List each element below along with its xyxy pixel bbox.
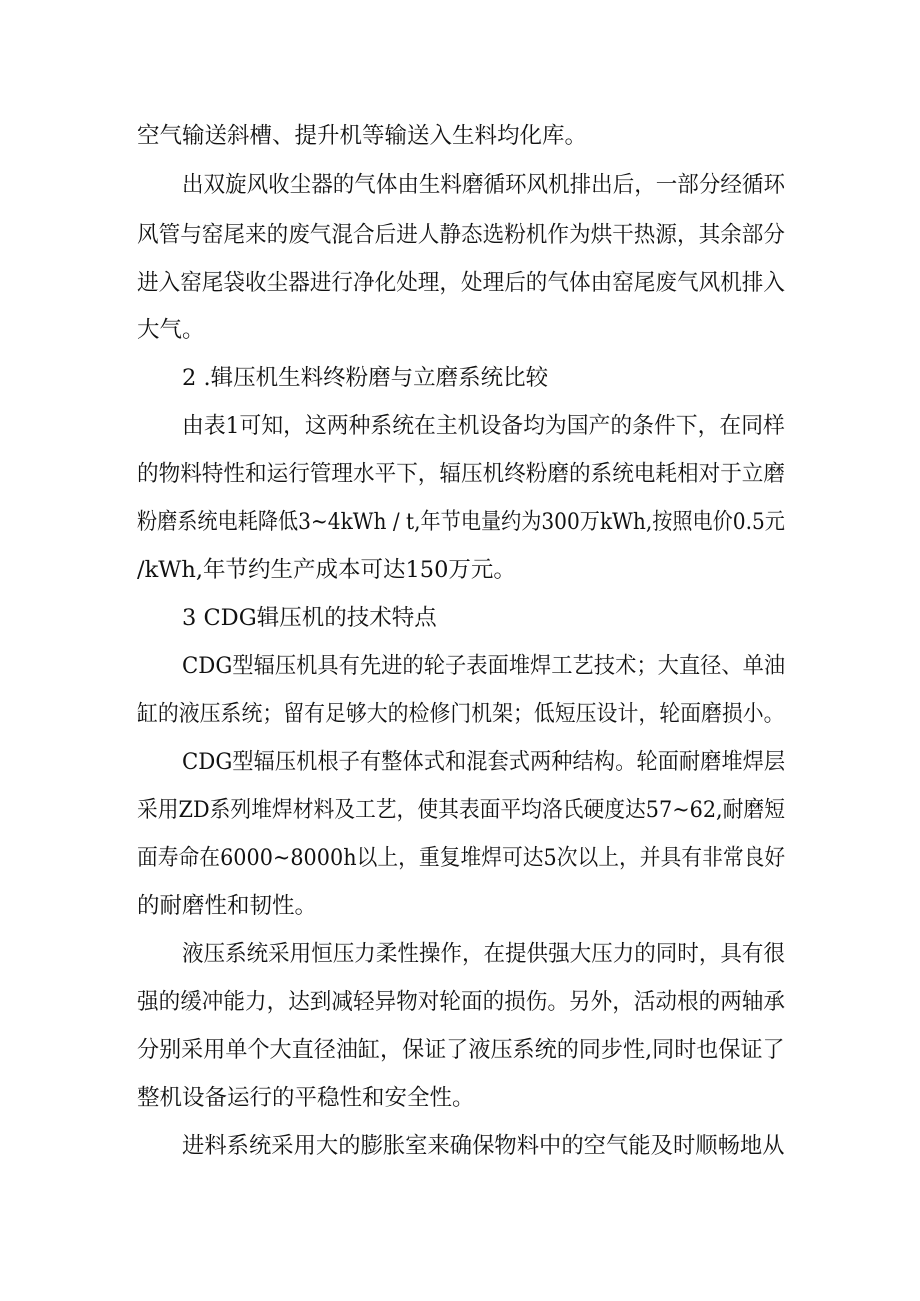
paragraph-line: 液压系统采用恒压力柔性操作，在提供强大压力的同时，具有很	[182, 941, 785, 967]
paragraph-line: CDG型辐压机根子有整体式和混套式两种结构。轮面耐磨堆焊层	[182, 749, 786, 775]
paragraph-line: 的耐磨性和韧性。	[137, 893, 318, 919]
paragraph-line: 风管与窑尾来的废气混合后进人静态选粉机作为烘干热源，其余部分	[137, 222, 786, 248]
paragraph-line: 出双旋风收尘器的气体由生料磨循环风机排出后，一部分经循环	[182, 172, 785, 198]
paragraph-line: CDG型辐压机具有先进的轮子表面堆焊工艺技术；大直径、单油	[182, 653, 786, 679]
paragraph-line: 缸的液压系统；留有足够大的检修门机架；低短压设计，轮面磨损小。	[137, 701, 785, 727]
paragraph-line: 采用ZD系列堆焊材料及工艺，使其表面平均洛氏硬度达57~62,耐磨短	[137, 797, 785, 823]
paragraph-line: 由表1可知，这两种系统在主机设备均为国产的条件下，在同样	[182, 413, 785, 439]
paragraph-line: 分别采用单个大直径油缸，保证了液压系统的同步性,同时也保证了	[137, 1037, 785, 1063]
paragraph-line: 大气。	[137, 317, 205, 343]
paragraph-line: 整机设备运行的平稳性和安全性。	[137, 1085, 475, 1111]
paragraph-line: 的物料特性和运行管理水平下，辐压机终粉磨的系统电耗相对于立磨	[137, 461, 786, 487]
section-heading: 3 CDG辑压机的技术特点	[182, 605, 437, 631]
paragraph-line: 进料系统采用大的膨胀室来确保物料中的空气能及时顺畅地从	[182, 1133, 785, 1159]
paragraph-line: 强的缓冲能力，达到减轻异物对轮面的损伤。另外，活动根的两轴承	[137, 989, 786, 1015]
paragraph-line: /kWh,年节约生产成本可达150万元。	[137, 557, 516, 583]
paragraph-line: 进入窑尾袋收尘器进行净化处理，处理后的气体由窑尾废气风机排入	[137, 270, 786, 296]
paragraph-line: 粉磨系统电耗降低3~4kWh / t,年节电量约为300万kWh,按照电价0.5元	[137, 509, 785, 535]
paragraph-line: 空气输送斜槽、提升机等输送入生料均化库。	[137, 123, 588, 149]
section-heading: 2 .辑压机生料终粉磨与立磨系统比较	[182, 365, 549, 391]
paragraph-line: 面寿命在6000~8000h以上，重复堆焊可达5次以上，并具有非常良好	[137, 845, 786, 871]
